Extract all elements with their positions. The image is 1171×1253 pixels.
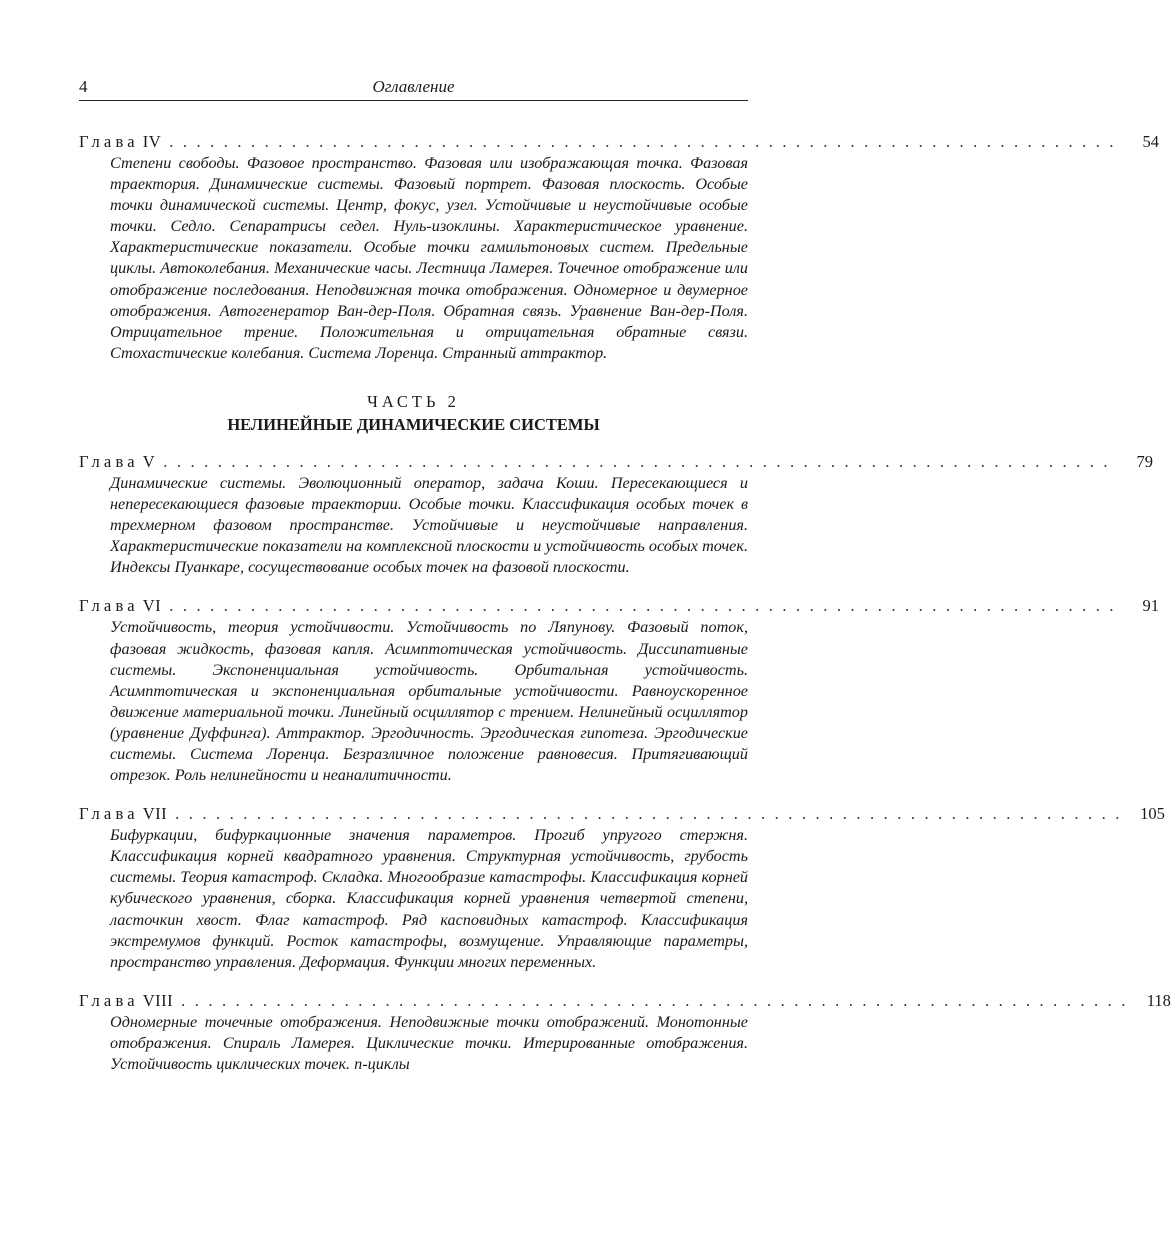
chapter-vi bbox=[79, 595, 1159, 786]
leader-dots: ...................................................................... bbox=[181, 990, 1135, 1010]
chapter-label: Глава bbox=[79, 596, 139, 616]
part-title: НЕЛИНЕЙНЫЕ ДИНАМИЧЕСКИЕ СИСТЕМЫ bbox=[227, 414, 600, 434]
leader-dots: ...................................................................... bbox=[169, 596, 1123, 616]
chapter-number: VIII bbox=[142, 990, 174, 1010]
chapter-page: 118 bbox=[1146, 990, 1171, 1010]
chapter-vii bbox=[79, 803, 1165, 973]
chapter-number: V bbox=[142, 451, 156, 471]
chapter-label: Глава bbox=[79, 451, 139, 471]
chapter-heading bbox=[79, 595, 1159, 617]
chapter-v bbox=[79, 451, 1153, 578]
chapter-label: Глава bbox=[79, 132, 139, 151]
part-label: ЧАСТЬ 2 bbox=[367, 391, 460, 411]
leader-dots: ...................................................................... bbox=[175, 804, 1129, 824]
chapter-number: VI bbox=[142, 596, 162, 616]
chapter-description: Бифуркации, бифуркационные значения параметров. Прогиб упругого стержня. Классификация корней квадратного уравнения. Структурная устойчивость, грубость системы. Теория катастроф. Складка. Многообразие катастрофы. Классификация корней кубического уравнения, сборка. Классификация корней уравнения четвертой степени, ласточкин хвост. Флаг катастроф. Ряд касповидных катастроф. Классификация экстремумов функций. Росток катастрофы, возмущение. Управляющие параметры, пространство управления. Деформация. Функции многих переменных. bbox=[110, 826, 748, 971]
chapter-number: IV bbox=[142, 132, 162, 151]
header-title: Оглавление bbox=[372, 77, 455, 96]
chapter-description: Динамические системы. Эволюционный оператор, задача Коши. Пересекающиеся и непересекающиеся фазовые траектории. Особые точки. Классификация особых точек в трехмерном фазовом пространстве. Устойчивые и неустойчивые направления. Характеристические показатели на комплексной плоскости и устойчивость особых точек. Индексы Пуанкаре, сосуществование особых точек на фазовой плоскости. bbox=[110, 473, 748, 577]
leader-dots: ...................................................................... bbox=[169, 132, 1123, 151]
chapter-number: VII bbox=[142, 804, 168, 824]
part-heading bbox=[79, 391, 748, 437]
chapter-heading bbox=[79, 803, 1165, 825]
chapter-viii bbox=[79, 990, 1171, 1075]
leader-dots: ...................................................................... bbox=[163, 451, 1117, 471]
chapter-page: 54 bbox=[1142, 132, 1159, 151]
chapter-page: 79 bbox=[1136, 451, 1153, 471]
chapter-heading bbox=[79, 990, 1171, 1012]
chapter-description: Одномерные точечные отображения. Неподвижные точки отображений. Монотонные отображения. Спираль Ламерея. Циклические точки. Итерированные отображения. Устойчивость циклических точек. n-циклы bbox=[110, 1012, 748, 1073]
chapter-heading bbox=[79, 131, 1159, 153]
page bbox=[79, 74, 1171, 1075]
chapter-description: Степени свободы. Фазовое пространство. Фазовая или изображающая точка. Фазовая траектория. Динамические системы. Фазовый портрет. Фазовая плоскость. Особые точки динамической системы. Центр, фокус, узел. Устойчивые и неустойчивые особые точки. Седло. Сепаратрисы седел. Нуль-изоклины. Характеристическое уравнение. Характеристические показатели. Особые точки гамильтоновых систем. Предельные циклы. Автоколебания. Механические часы. Лестница Ламерея. Точечное отображение или отображение последования. Неподвижная точка отображения. Одномерное и двумерное отображения. Автогенератор Ван-дер-Поля. Обратная связь. Уравнение Ван-дер-Поля. Отрицательное трение. Положительная и отрицательная обратные связи. Стохастические колебания. Система Лоренца. Странный аттрактор. bbox=[110, 154, 748, 362]
running-header bbox=[79, 74, 748, 101]
chapter-page: 91 bbox=[1142, 596, 1159, 616]
page-number: 4 bbox=[79, 77, 88, 96]
chapter-heading bbox=[79, 451, 1153, 473]
chapter-page: 105 bbox=[1140, 804, 1165, 824]
chapter-label: Глава bbox=[79, 990, 139, 1010]
chapter-label: Глава bbox=[79, 804, 139, 824]
chapter-iv bbox=[79, 131, 1159, 364]
chapter-description: Устойчивость, теория устойчивости. Устойчивость по Ляпунову. Фазовый поток, фазовая жидкость, фазовая капля. Асимптотическая устойчивость. Диссипативные системы. Экспоненциальная устойчивость. Орбитальная устойчивость. Асимптотическая и экспоненциальная орбитальные устойчивости. Равноускоренное движение материальной точки. Линейный осциллятор с трением. Нелинейный осциллятор (уравнение Дуффинга). Аттрактор. Эргодичность. Эргодическая гипотеза. Эргодические системы. Система Лоренца. Безразличное положение равновесия. Притягивающий отрезок. Роль нелинейности и неаналитичности. bbox=[110, 618, 748, 785]
